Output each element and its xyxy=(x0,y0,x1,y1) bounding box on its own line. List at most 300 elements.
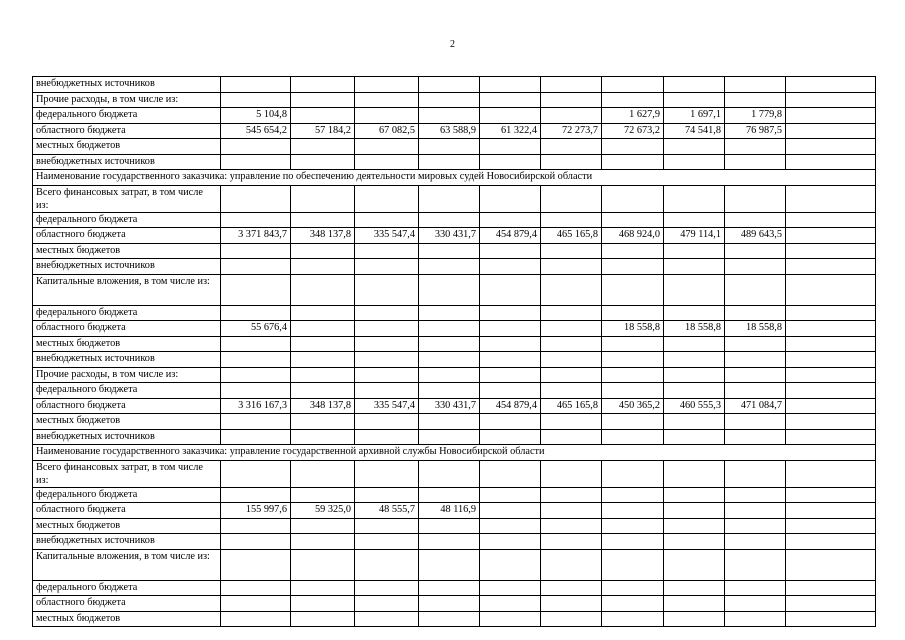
value-cell: 454 879,4 xyxy=(480,398,541,414)
value-cell xyxy=(786,580,876,596)
value-cell xyxy=(221,383,291,399)
value-cell xyxy=(291,487,355,503)
value-cell xyxy=(725,503,786,519)
value-cell: 3 316 167,3 xyxy=(221,398,291,414)
row-label-cell: областного бюджета xyxy=(33,123,221,139)
customer-name-cell: Наименование государственного заказчика: управление государственной архивной службы Новосибирской области xyxy=(33,445,876,461)
value-cell xyxy=(419,596,480,612)
row-label-cell: внебюджетных источников xyxy=(33,154,221,170)
value-cell xyxy=(480,259,541,275)
value-cell xyxy=(355,352,419,368)
value-cell: 335 547,4 xyxy=(355,228,419,244)
value-cell xyxy=(602,259,664,275)
value-cell xyxy=(355,487,419,503)
table-row xyxy=(33,580,876,596)
value-cell xyxy=(480,487,541,503)
value-cell xyxy=(355,321,419,337)
table-row xyxy=(33,549,876,580)
value-cell xyxy=(291,259,355,275)
value-cell xyxy=(221,580,291,596)
value-cell xyxy=(602,274,664,305)
value-cell xyxy=(541,243,602,259)
value-cell xyxy=(291,534,355,550)
value-cell xyxy=(664,596,725,612)
value-cell xyxy=(541,139,602,155)
value-cell xyxy=(541,596,602,612)
value-cell: 18 558,8 xyxy=(725,321,786,337)
value-cell xyxy=(419,487,480,503)
value-cell xyxy=(786,367,876,383)
value-cell xyxy=(725,518,786,534)
value-cell xyxy=(355,243,419,259)
value-cell xyxy=(291,352,355,368)
value-cell: 1 697,1 xyxy=(664,108,725,124)
value-cell xyxy=(480,352,541,368)
value-cell: 67 082,5 xyxy=(355,123,419,139)
table-row xyxy=(33,92,876,108)
table-row xyxy=(33,596,876,612)
value-cell xyxy=(221,460,291,487)
value-cell xyxy=(291,321,355,337)
value-cell xyxy=(480,212,541,228)
value-cell xyxy=(725,429,786,445)
value-cell: 330 431,7 xyxy=(419,228,480,244)
value-cell xyxy=(786,185,876,212)
value-cell xyxy=(419,460,480,487)
value-cell xyxy=(664,383,725,399)
value-cell xyxy=(786,92,876,108)
value-cell: 57 184,2 xyxy=(291,123,355,139)
value-cell xyxy=(786,154,876,170)
value-cell xyxy=(355,460,419,487)
value-cell: 55 676,4 xyxy=(221,321,291,337)
value-cell: 3 371 843,7 xyxy=(221,228,291,244)
value-cell xyxy=(541,383,602,399)
value-cell xyxy=(602,352,664,368)
value-cell xyxy=(291,596,355,612)
value-cell xyxy=(541,534,602,550)
value-cell xyxy=(786,243,876,259)
value-cell xyxy=(291,185,355,212)
value-cell xyxy=(480,243,541,259)
value-cell xyxy=(221,414,291,430)
value-cell xyxy=(664,305,725,321)
row-label-cell: местных бюджетов xyxy=(33,518,221,534)
budget-table xyxy=(32,76,876,627)
value-cell xyxy=(725,77,786,93)
value-cell xyxy=(664,549,725,580)
value-cell xyxy=(480,518,541,534)
value-cell xyxy=(221,487,291,503)
value-cell: 72 273,7 xyxy=(541,123,602,139)
table-row xyxy=(33,414,876,430)
value-cell xyxy=(355,212,419,228)
value-cell xyxy=(602,429,664,445)
value-cell xyxy=(786,305,876,321)
value-cell xyxy=(480,305,541,321)
value-cell xyxy=(480,321,541,337)
table-row xyxy=(33,108,876,124)
value-cell xyxy=(602,139,664,155)
value-cell xyxy=(221,243,291,259)
row-label-cell: внебюджетных источников xyxy=(33,259,221,275)
value-cell xyxy=(664,139,725,155)
value-cell xyxy=(786,108,876,124)
value-cell xyxy=(786,77,876,93)
table-row xyxy=(33,398,876,414)
value-cell xyxy=(355,534,419,550)
value-cell xyxy=(664,185,725,212)
value-cell xyxy=(725,549,786,580)
row-label-cell: Капитальные вложения, в том числе из: xyxy=(33,274,221,305)
value-cell xyxy=(355,108,419,124)
value-cell xyxy=(664,518,725,534)
value-cell xyxy=(664,611,725,627)
value-cell xyxy=(541,77,602,93)
value-cell xyxy=(541,611,602,627)
value-cell: 74 541,8 xyxy=(664,123,725,139)
table-row xyxy=(33,228,876,244)
value-cell xyxy=(786,259,876,275)
row-label-cell: областного бюджета xyxy=(33,321,221,337)
value-cell xyxy=(725,414,786,430)
value-cell xyxy=(786,336,876,352)
row-label-cell: Прочие расходы, в том числе из: xyxy=(33,367,221,383)
table-row xyxy=(33,367,876,383)
value-cell xyxy=(419,305,480,321)
value-cell xyxy=(480,77,541,93)
value-cell xyxy=(786,398,876,414)
value-cell xyxy=(602,92,664,108)
value-cell xyxy=(480,460,541,487)
table-row xyxy=(33,429,876,445)
value-cell xyxy=(480,549,541,580)
row-label-cell: внебюджетных источников xyxy=(33,77,221,93)
row-label-cell: местных бюджетов xyxy=(33,139,221,155)
value-cell xyxy=(602,580,664,596)
table-row xyxy=(33,185,876,212)
value-cell xyxy=(221,185,291,212)
value-cell xyxy=(291,274,355,305)
value-cell xyxy=(221,259,291,275)
value-cell xyxy=(602,154,664,170)
table-row xyxy=(33,139,876,155)
value-cell xyxy=(541,549,602,580)
value-cell xyxy=(725,185,786,212)
value-cell xyxy=(541,321,602,337)
value-cell xyxy=(221,77,291,93)
value-cell xyxy=(419,549,480,580)
value-cell xyxy=(221,274,291,305)
value-cell: 465 165,8 xyxy=(541,228,602,244)
value-cell xyxy=(355,429,419,445)
value-cell xyxy=(602,503,664,519)
value-cell xyxy=(725,259,786,275)
value-cell xyxy=(725,139,786,155)
value-cell xyxy=(221,367,291,383)
row-label-cell: местных бюджетов xyxy=(33,243,221,259)
value-cell xyxy=(419,139,480,155)
value-cell xyxy=(480,596,541,612)
row-label-cell: федерального бюджета xyxy=(33,305,221,321)
value-cell xyxy=(291,139,355,155)
value-cell: 59 325,0 xyxy=(291,503,355,519)
value-cell xyxy=(419,185,480,212)
value-cell xyxy=(419,274,480,305)
value-cell xyxy=(541,518,602,534)
value-cell xyxy=(786,274,876,305)
table-row xyxy=(33,518,876,534)
value-cell xyxy=(786,487,876,503)
value-cell xyxy=(221,212,291,228)
value-cell: 465 165,8 xyxy=(541,398,602,414)
value-cell xyxy=(602,336,664,352)
value-cell xyxy=(541,460,602,487)
value-cell xyxy=(786,460,876,487)
value-cell xyxy=(602,549,664,580)
value-cell: 348 137,8 xyxy=(291,398,355,414)
value-cell: 460 555,3 xyxy=(664,398,725,414)
value-cell xyxy=(419,429,480,445)
value-cell xyxy=(355,336,419,352)
value-cell xyxy=(725,611,786,627)
value-cell xyxy=(355,259,419,275)
value-cell xyxy=(786,518,876,534)
value-cell xyxy=(419,77,480,93)
value-cell xyxy=(221,139,291,155)
table-row xyxy=(33,383,876,399)
value-cell xyxy=(725,534,786,550)
value-cell xyxy=(480,154,541,170)
value-cell xyxy=(480,429,541,445)
value-cell: 48 116,9 xyxy=(419,503,480,519)
value-cell xyxy=(291,518,355,534)
row-label-cell: федерального бюджета xyxy=(33,383,221,399)
table-row xyxy=(33,123,876,139)
row-label-cell: внебюджетных источников xyxy=(33,352,221,368)
row-label-cell: областного бюджета xyxy=(33,228,221,244)
value-cell xyxy=(541,305,602,321)
value-cell: 489 643,5 xyxy=(725,228,786,244)
value-cell xyxy=(664,77,725,93)
value-cell xyxy=(602,487,664,503)
value-cell xyxy=(355,596,419,612)
value-cell xyxy=(355,92,419,108)
value-cell: 5 104,8 xyxy=(221,108,291,124)
value-cell xyxy=(786,321,876,337)
value-cell xyxy=(355,77,419,93)
value-cell xyxy=(725,154,786,170)
value-cell xyxy=(664,212,725,228)
value-cell: 63 588,9 xyxy=(419,123,480,139)
value-cell xyxy=(786,596,876,612)
table-row xyxy=(33,321,876,337)
value-cell xyxy=(602,185,664,212)
row-label-cell: областного бюджета xyxy=(33,596,221,612)
value-cell xyxy=(664,274,725,305)
row-label-cell: Всего финансовых затрат, в том числе из: xyxy=(33,460,221,487)
value-cell xyxy=(541,185,602,212)
table-row xyxy=(33,487,876,503)
section-header-row xyxy=(33,170,876,186)
value-cell xyxy=(786,352,876,368)
value-cell xyxy=(725,352,786,368)
value-cell xyxy=(480,185,541,212)
value-cell: 18 558,8 xyxy=(664,321,725,337)
value-cell xyxy=(786,139,876,155)
value-cell xyxy=(419,414,480,430)
value-cell xyxy=(541,336,602,352)
row-label-cell: федерального бюджета xyxy=(33,212,221,228)
value-cell xyxy=(541,212,602,228)
value-cell xyxy=(725,212,786,228)
value-cell xyxy=(725,274,786,305)
value-cell xyxy=(664,336,725,352)
value-cell: 471 084,7 xyxy=(725,398,786,414)
value-cell xyxy=(664,154,725,170)
value-cell xyxy=(725,596,786,612)
page-number: 2 xyxy=(450,39,455,50)
value-cell xyxy=(419,108,480,124)
value-cell xyxy=(786,611,876,627)
table-row xyxy=(33,305,876,321)
table-row xyxy=(33,460,876,487)
value-cell xyxy=(291,580,355,596)
value-cell xyxy=(664,487,725,503)
value-cell: 1 779,8 xyxy=(725,108,786,124)
value-cell xyxy=(291,383,355,399)
row-label-cell: внебюджетных источников xyxy=(33,429,221,445)
value-cell: 1 627,9 xyxy=(602,108,664,124)
value-cell xyxy=(291,367,355,383)
value-cell xyxy=(419,321,480,337)
table-row xyxy=(33,259,876,275)
value-cell xyxy=(221,518,291,534)
value-cell xyxy=(291,429,355,445)
value-cell xyxy=(419,367,480,383)
value-cell xyxy=(221,429,291,445)
value-cell xyxy=(602,518,664,534)
value-cell xyxy=(355,611,419,627)
value-cell xyxy=(725,305,786,321)
row-label-cell: Всего финансовых затрат, в том числе из: xyxy=(33,185,221,212)
row-label-cell: областного бюджета xyxy=(33,503,221,519)
value-cell: 18 558,8 xyxy=(602,321,664,337)
value-cell xyxy=(541,274,602,305)
value-cell xyxy=(480,336,541,352)
value-cell xyxy=(602,212,664,228)
value-cell xyxy=(291,212,355,228)
value-cell xyxy=(664,367,725,383)
value-cell xyxy=(221,534,291,550)
row-label-cell: местных бюджетов xyxy=(33,611,221,627)
value-cell xyxy=(291,414,355,430)
table-row xyxy=(33,243,876,259)
value-cell xyxy=(786,549,876,580)
value-cell xyxy=(221,352,291,368)
value-cell xyxy=(291,108,355,124)
value-cell xyxy=(419,92,480,108)
value-cell xyxy=(664,503,725,519)
value-cell: 454 879,4 xyxy=(480,228,541,244)
value-cell xyxy=(355,185,419,212)
value-cell xyxy=(602,305,664,321)
table-row xyxy=(33,611,876,627)
value-cell xyxy=(664,534,725,550)
value-cell: 76 987,5 xyxy=(725,123,786,139)
value-cell xyxy=(541,154,602,170)
value-cell xyxy=(725,336,786,352)
value-cell xyxy=(480,139,541,155)
value-cell xyxy=(355,518,419,534)
value-cell xyxy=(664,460,725,487)
value-cell xyxy=(725,243,786,259)
value-cell xyxy=(480,108,541,124)
value-cell xyxy=(419,243,480,259)
value-cell: 479 114,1 xyxy=(664,228,725,244)
value-cell xyxy=(602,596,664,612)
value-cell xyxy=(786,534,876,550)
value-cell xyxy=(786,414,876,430)
value-cell xyxy=(221,154,291,170)
value-cell xyxy=(786,503,876,519)
value-cell xyxy=(725,367,786,383)
value-cell xyxy=(355,139,419,155)
value-cell xyxy=(541,92,602,108)
value-cell xyxy=(291,243,355,259)
value-cell xyxy=(541,414,602,430)
table-row xyxy=(33,534,876,550)
value-cell xyxy=(664,580,725,596)
row-label-cell: федерального бюджета xyxy=(33,580,221,596)
row-label-cell: Капитальные вложения, в том числе из: xyxy=(33,549,221,580)
value-cell xyxy=(725,92,786,108)
value-cell xyxy=(355,580,419,596)
value-cell xyxy=(355,154,419,170)
value-cell xyxy=(291,611,355,627)
row-label-cell: областного бюджета xyxy=(33,398,221,414)
value-cell xyxy=(419,154,480,170)
value-cell xyxy=(419,580,480,596)
row-label-cell: федерального бюджета xyxy=(33,108,221,124)
value-cell xyxy=(221,611,291,627)
value-cell xyxy=(602,243,664,259)
value-cell: 348 137,8 xyxy=(291,228,355,244)
value-cell: 155 997,6 xyxy=(221,503,291,519)
value-cell xyxy=(419,352,480,368)
table-row xyxy=(33,154,876,170)
value-cell xyxy=(541,580,602,596)
value-cell xyxy=(221,92,291,108)
table-row xyxy=(33,503,876,519)
value-cell xyxy=(541,352,602,368)
value-cell xyxy=(725,580,786,596)
value-cell xyxy=(355,274,419,305)
value-cell xyxy=(221,596,291,612)
value-cell xyxy=(602,534,664,550)
value-cell xyxy=(291,305,355,321)
row-label-cell: федерального бюджета xyxy=(33,487,221,503)
value-cell xyxy=(355,367,419,383)
value-cell xyxy=(541,503,602,519)
value-cell xyxy=(221,549,291,580)
value-cell xyxy=(541,487,602,503)
value-cell xyxy=(355,305,419,321)
value-cell xyxy=(291,92,355,108)
table-row xyxy=(33,274,876,305)
value-cell: 450 365,2 xyxy=(602,398,664,414)
value-cell xyxy=(725,487,786,503)
